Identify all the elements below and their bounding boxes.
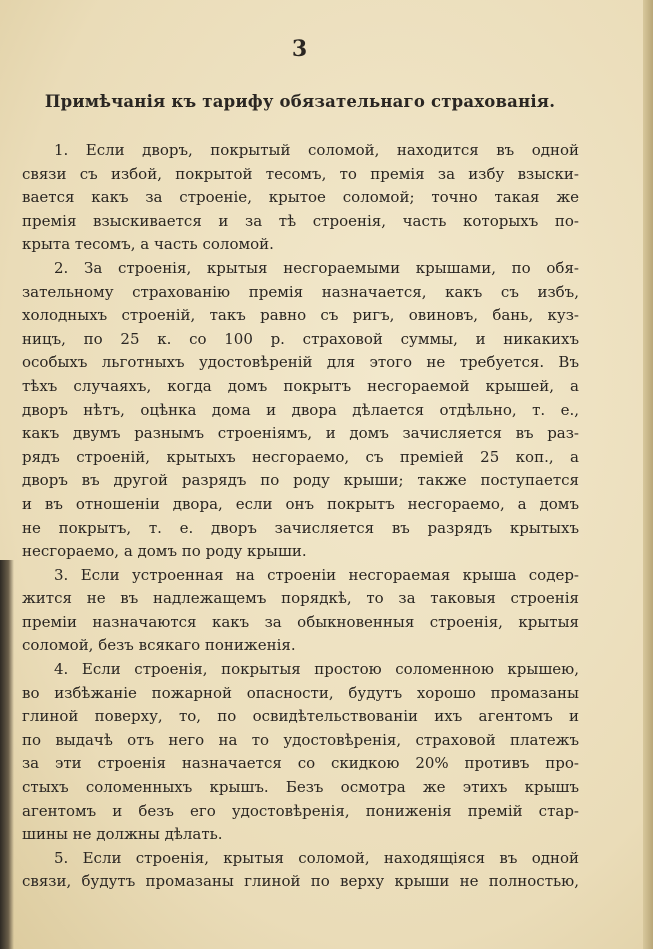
text-line: связи, будутъ промазаны глиной по верху крыши не полностью, <box>22 872 579 891</box>
text-line: 2. За строенія, крытыя несгораемыми крышами, по обя- <box>54 258 579 277</box>
text-line: по выдачѣ отъ него на то удостовѣренія, страховой платежъ <box>22 730 579 749</box>
text-line: ницъ, по 25 к. со 100 р. страховой суммы, и никакихъ <box>22 329 579 348</box>
text-line: 3. Если устроенная на строеніи несгораемая крыша содер- <box>54 565 579 584</box>
text-line: стыхъ соломенныхъ крышъ. Безъ осмотра же этихъ крышъ <box>22 778 579 797</box>
text-line: не покрытъ, т. е. дворъ зачисляется въ разрядъ крытыхъ <box>22 518 579 537</box>
text-line: соломой, безъ всякаго пониженія. <box>22 636 296 655</box>
text-line: рядъ строеній, крытыхъ несгораемо, съ преміей 25 коп., а <box>22 447 579 466</box>
text-line: 4. Если строенія, покрытыя простою соломенною крышею, <box>54 660 579 679</box>
text-line: несгораемо, а домъ по роду крыши. <box>22 542 307 561</box>
text-line: особыхъ льготныхъ удостовѣреній для этого не требуется. Въ <box>22 353 579 372</box>
binding-edge-shadow <box>0 560 14 949</box>
section-heading: Примѣчанія къ тарифу обязательнаго страхованія. <box>44 92 556 111</box>
text-line: дворъ нѣтъ, оцѣнка дома и двора дѣлается отдѣльно, т. е., <box>22 400 579 419</box>
text-line: зательному страхованію премія назначается, какъ съ избъ, <box>22 282 579 301</box>
text-line: шины не должны дѣлать. <box>22 825 223 844</box>
text-line: во избѣжаніе пожарной опасности, будутъ хорошо промазаны <box>22 683 579 702</box>
text-line: премія взыскивается и за тѣ строенія, часть которыхъ по- <box>22 211 579 230</box>
text-line: глиной поверху, то, по освидѣтельствованіи ихъ агентомъ и <box>22 707 579 726</box>
text-line: 1. Если дворъ, покрытый соломой, находится въ одной <box>54 141 579 159</box>
page-number: 3 <box>291 36 309 62</box>
text-line: крыта тесомъ, а часть соломой. <box>22 235 274 254</box>
text-line: тѣхъ случаяхъ, когда домъ покрытъ несгораемой крышей, а <box>22 376 579 395</box>
text-line: какъ двумъ разнымъ строеніямъ, и домъ зачисляется въ раз- <box>22 424 579 443</box>
text-line: связи съ избой, покрытой тесомъ, то премія за избу взыски- <box>22 164 579 183</box>
text-line: дворъ въ другой разрядъ по роду крыши; также поступается <box>22 471 579 490</box>
page-edge-shadow <box>643 0 653 949</box>
text-line: преміи назначаются какъ за обыкновенныя строенія, крытыя <box>22 612 579 631</box>
body-text <box>22 139 579 894</box>
text-line: и въ отношеніи двора, если онъ покрытъ несгораемо, а домъ <box>22 494 579 513</box>
text-line: жится не въ надлежащемъ порядкѣ, то за таковыя строенія <box>22 589 579 608</box>
text-line: вается какъ за строеніе, крытое соломой; точно такая же <box>22 188 579 207</box>
text-line: за эти строенія назначается со скидкою 20% противъ про- <box>22 754 579 773</box>
text-line: холодныхъ строеній, такъ равно съ ригъ, овиновъ, бань, куз- <box>22 306 579 325</box>
text-line: 5. Если строенія, крытыя соломой, находящіяся въ одной <box>54 848 579 867</box>
text-line: агентомъ и безъ его удостовѣренія, пониженія премій стар- <box>22 801 579 820</box>
